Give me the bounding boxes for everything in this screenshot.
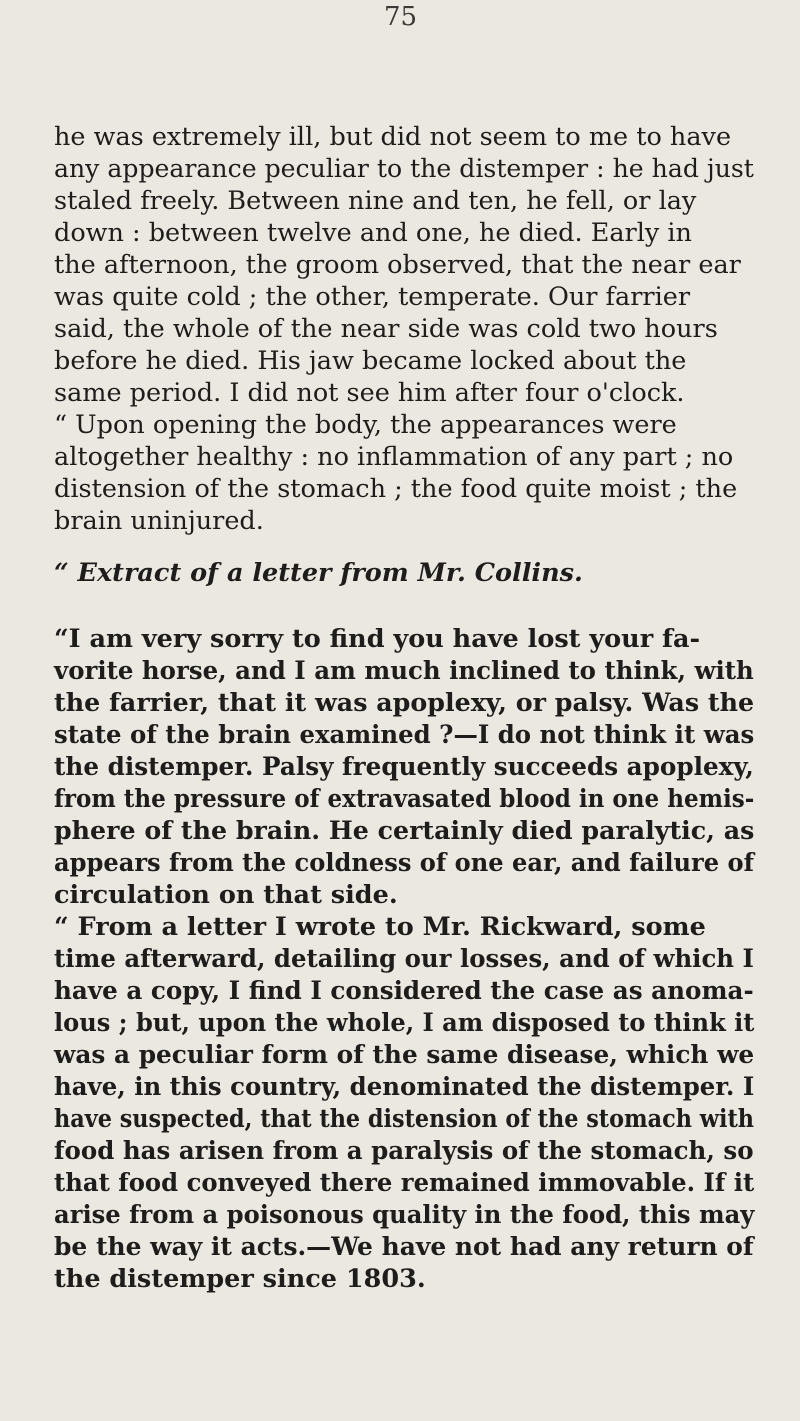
text-line: time afterward, detailing our losses, and of which I (54, 944, 754, 974)
text-line: the distemper since 1803. (54, 1264, 426, 1294)
text-line: vorite horse, and I am much inclined to think, with (54, 656, 754, 686)
text-line: same period. I did not see him after four o'clock. (54, 378, 685, 408)
text-line: the distemper. Palsy frequently succeeds apoplexy, (54, 752, 754, 782)
text-line: “ Upon opening the body, the appearances were (54, 410, 677, 440)
text-line: the afternoon, the groom observed, that the near ear (54, 250, 741, 280)
text-line: “I am very sorry to find you have lost your fa- (54, 624, 701, 654)
text-line: any appearance peculiar to the distemper : he had just (54, 154, 754, 184)
text-line: altogether healthy : no inflammation of any part ; no (54, 442, 734, 472)
text-line: arise from a poisonous quality in the food, this may (54, 1200, 755, 1230)
text-line: distension of the stomach ; the food quite moist ; the (54, 474, 738, 504)
text-line: the farrier, that it was apoplexy, or palsy. Was the (54, 688, 755, 718)
text-line: food has arisen from a paralysis of the stomach, so (54, 1136, 754, 1166)
text-line: appears from the coldness of one ear, and failure of (54, 848, 754, 878)
text-line: before he died. His jaw became locked about the (54, 346, 687, 376)
text-line: be the way it acts.—We have not had any return of (54, 1232, 754, 1262)
text-line: phere of the brain. He certainly died paralytic, as (54, 816, 755, 846)
text-line: have suspected, that the distension of the stomach with (54, 1104, 755, 1134)
text-line: he was extremely ill, but did not seem to me to have (54, 122, 732, 152)
text-line: down : between twelve and one, he died. Early in (54, 218, 692, 248)
text-line: from the pressure of extravasated blood in one hemis- (54, 784, 755, 814)
text-line: staled freely. Between nine and ten, he fell, or lay (54, 186, 697, 216)
text-line: have, in this country, denominated the distemper. I (54, 1072, 755, 1102)
text-line: circulation on that side. (54, 880, 398, 910)
text-line: was quite cold ; the other, temperate. Our farrier (54, 282, 691, 312)
text-line: was a peculiar form of the same disease, which we (54, 1040, 755, 1070)
text-line: have a copy, I find I considered the case as anoma- (54, 976, 754, 1006)
text-line: lous ; but, upon the whole, I am disposed to think it (54, 1008, 755, 1038)
text-line: state of the brain examined ?—I do not think it was (54, 720, 755, 750)
text-line: that food conveyed there remained immovable. If it (54, 1168, 755, 1198)
letter-heading: “ Extract of a letter from Mr. Collins. (54, 558, 583, 588)
text-line: “ From a letter I wrote to Mr. Rickward, some (54, 912, 706, 942)
text-line: said, the whole of the near side was cold two hours (54, 314, 718, 344)
page-number: 75 (384, 2, 418, 32)
text-line: brain uninjured. (54, 506, 264, 536)
